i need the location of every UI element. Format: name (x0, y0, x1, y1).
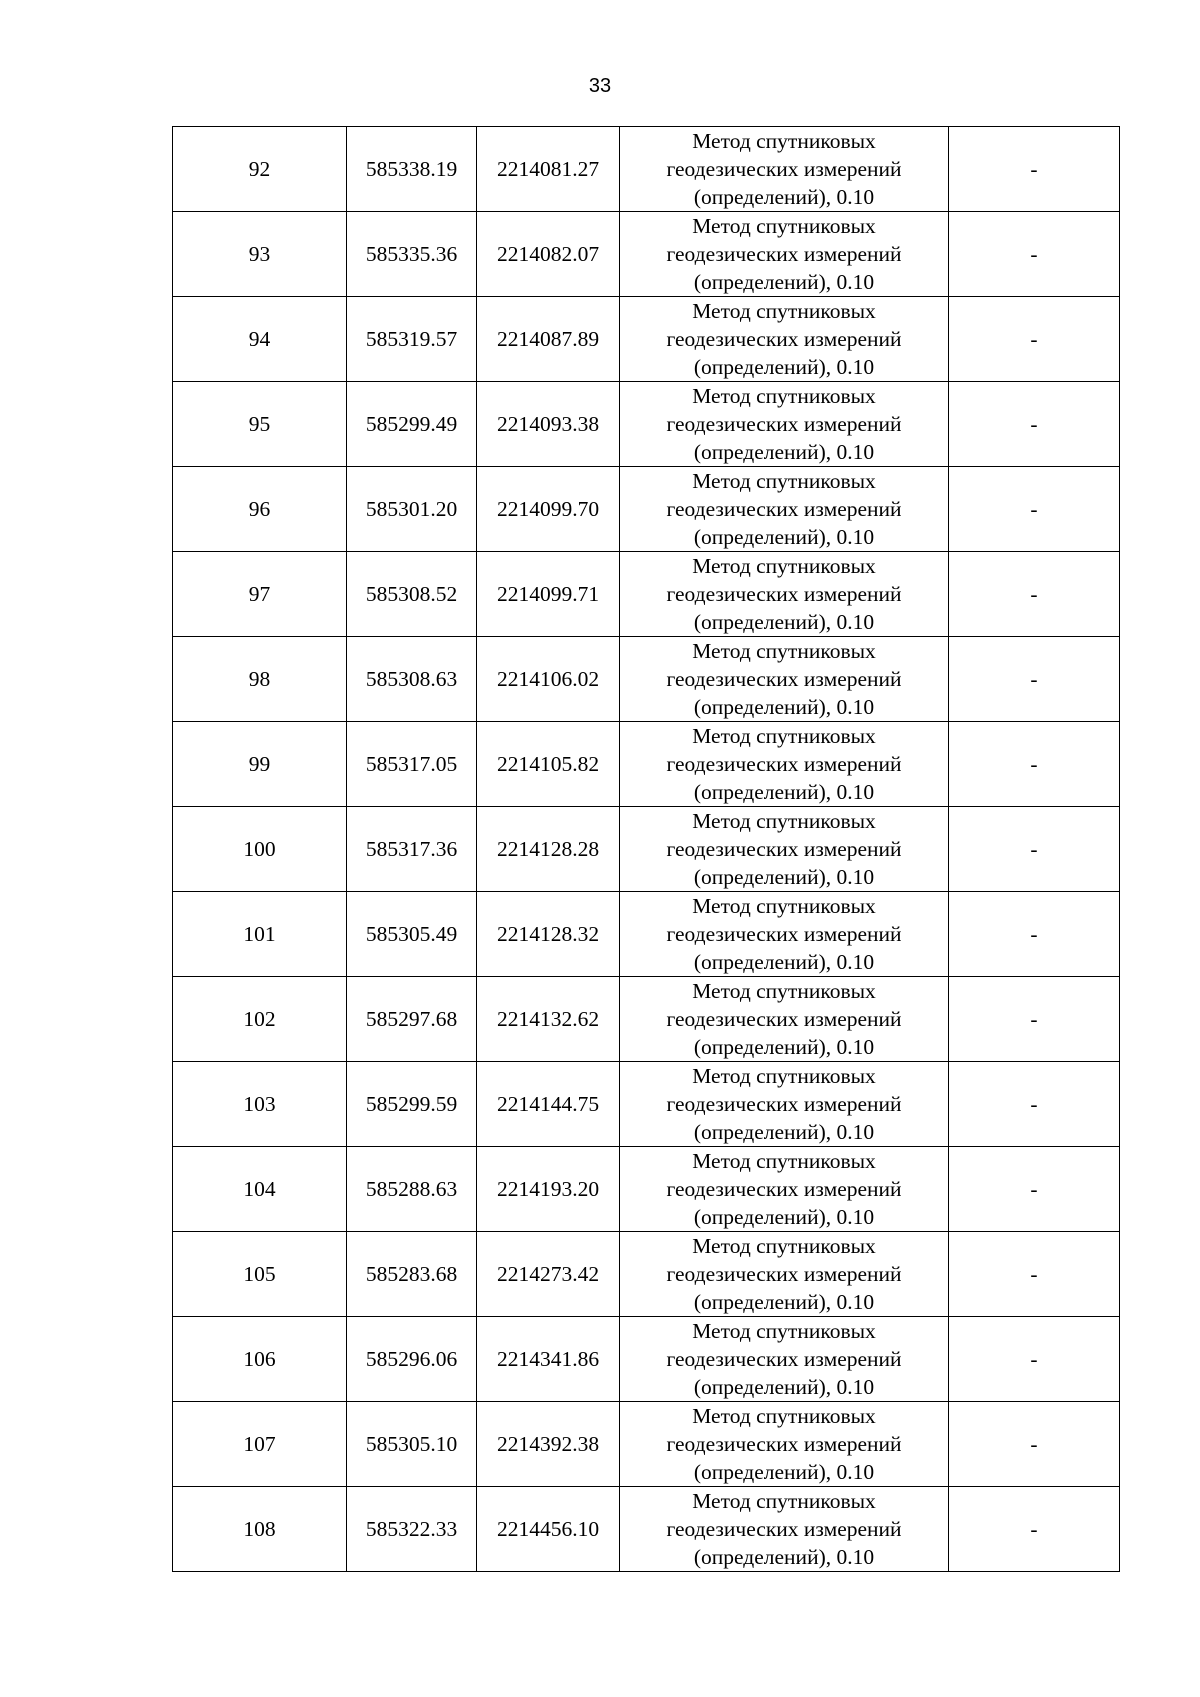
x-coordinate-cell: 585338.19 (347, 127, 477, 212)
table-row (173, 1147, 1120, 1232)
y-coordinate-cell: 2214128.28 (477, 807, 620, 892)
note-cell: - (949, 297, 1120, 382)
note-cell: - (949, 1317, 1120, 1402)
note-cell: - (949, 382, 1120, 467)
point-number-cell: 107 (173, 1402, 347, 1487)
note-cell: - (949, 807, 1120, 892)
x-coordinate-cell: 585288.63 (347, 1147, 477, 1232)
y-coordinate-cell: 2214128.32 (477, 892, 620, 977)
table-row (173, 722, 1120, 807)
y-coordinate-cell: 2214099.71 (477, 552, 620, 637)
table-row (173, 807, 1120, 892)
y-coordinate-cell: 2214087.89 (477, 297, 620, 382)
method-cell: Метод спутниковых геодезических измерений (определений), 0.10 (620, 722, 949, 807)
method-cell: Метод спутниковых геодезических измерений (определений), 0.10 (620, 297, 949, 382)
y-coordinate-cell: 2214082.07 (477, 212, 620, 297)
x-coordinate-cell: 585317.36 (347, 807, 477, 892)
method-cell: Метод спутниковых геодезических измерений (определений), 0.10 (620, 1402, 949, 1487)
note-cell: - (949, 467, 1120, 552)
table-row (173, 297, 1120, 382)
table-row (173, 552, 1120, 637)
x-coordinate-cell: 585308.63 (347, 637, 477, 722)
y-coordinate-cell: 2214273.42 (477, 1232, 620, 1317)
point-number-cell: 97 (173, 552, 347, 637)
y-coordinate-cell: 2214193.20 (477, 1147, 620, 1232)
point-number-cell: 98 (173, 637, 347, 722)
x-coordinate-cell: 585335.36 (347, 212, 477, 297)
x-coordinate-cell: 585308.52 (347, 552, 477, 637)
note-cell: - (949, 637, 1120, 722)
note-cell: - (949, 892, 1120, 977)
method-cell: Метод спутниковых геодезических измерений (определений), 0.10 (620, 127, 949, 212)
x-coordinate-cell: 585297.68 (347, 977, 477, 1062)
note-cell: - (949, 1487, 1120, 1572)
y-coordinate-cell: 2214392.38 (477, 1402, 620, 1487)
x-coordinate-cell: 585305.49 (347, 892, 477, 977)
note-cell: - (949, 1232, 1120, 1317)
table-body (173, 127, 1120, 1572)
point-number-cell: 100 (173, 807, 347, 892)
y-coordinate-cell: 2214099.70 (477, 467, 620, 552)
point-number-cell: 93 (173, 212, 347, 297)
y-coordinate-cell: 2214093.38 (477, 382, 620, 467)
table-row (173, 127, 1120, 212)
note-cell: - (949, 1147, 1120, 1232)
point-number-cell: 101 (173, 892, 347, 977)
table-row (173, 382, 1120, 467)
y-coordinate-cell: 2214132.62 (477, 977, 620, 1062)
method-cell: Метод спутниковых геодезических измерений (определений), 0.10 (620, 552, 949, 637)
method-cell: Метод спутниковых геодезических измерений (определений), 0.10 (620, 977, 949, 1062)
point-number-cell: 105 (173, 1232, 347, 1317)
x-coordinate-cell: 585296.06 (347, 1317, 477, 1402)
point-number-cell: 94 (173, 297, 347, 382)
y-coordinate-cell: 2214341.86 (477, 1317, 620, 1402)
y-coordinate-cell: 2214106.02 (477, 637, 620, 722)
table-row (173, 1487, 1120, 1572)
method-cell: Метод спутниковых геодезических измерений (определений), 0.10 (620, 1062, 949, 1147)
table-row (173, 1317, 1120, 1402)
method-cell: Метод спутниковых геодезических измерений (определений), 0.10 (620, 637, 949, 722)
x-coordinate-cell: 585319.57 (347, 297, 477, 382)
method-cell: Метод спутниковых геодезических измерений (определений), 0.10 (620, 1487, 949, 1572)
point-number-cell: 108 (173, 1487, 347, 1572)
x-coordinate-cell: 585283.68 (347, 1232, 477, 1317)
x-coordinate-cell: 585305.10 (347, 1402, 477, 1487)
table-row (173, 212, 1120, 297)
y-coordinate-cell: 2214081.27 (477, 127, 620, 212)
note-cell: - (949, 722, 1120, 807)
x-coordinate-cell: 585317.05 (347, 722, 477, 807)
note-cell: - (949, 552, 1120, 637)
point-number-cell: 104 (173, 1147, 347, 1232)
point-number-cell: 92 (173, 127, 347, 212)
point-number-cell: 103 (173, 1062, 347, 1147)
y-coordinate-cell: 2214456.10 (477, 1487, 620, 1572)
coordinates-table (172, 126, 1120, 1572)
y-coordinate-cell: 2214144.75 (477, 1062, 620, 1147)
method-cell: Метод спутниковых геодезических измерений (определений), 0.10 (620, 1232, 949, 1317)
table-row (173, 892, 1120, 977)
y-coordinate-cell: 2214105.82 (477, 722, 620, 807)
x-coordinate-cell: 585322.33 (347, 1487, 477, 1572)
table-row (173, 1232, 1120, 1317)
note-cell: - (949, 1402, 1120, 1487)
method-cell: Метод спутниковых геодезических измерений (определений), 0.10 (620, 807, 949, 892)
note-cell: - (949, 977, 1120, 1062)
point-number-cell: 99 (173, 722, 347, 807)
table-row (173, 1402, 1120, 1487)
point-number-cell: 106 (173, 1317, 347, 1402)
point-number-cell: 102 (173, 977, 347, 1062)
note-cell: - (949, 1062, 1120, 1147)
table-row (173, 977, 1120, 1062)
method-cell: Метод спутниковых геодезических измерений (определений), 0.10 (620, 892, 949, 977)
note-cell: - (949, 127, 1120, 212)
method-cell: Метод спутниковых геодезических измерений (определений), 0.10 (620, 212, 949, 297)
x-coordinate-cell: 585299.49 (347, 382, 477, 467)
table-row (173, 1062, 1120, 1147)
note-cell: - (949, 212, 1120, 297)
method-cell: Метод спутниковых геодезических измерений (определений), 0.10 (620, 1317, 949, 1402)
table-row (173, 467, 1120, 552)
method-cell: Метод спутниковых геодезических измерений (определений), 0.10 (620, 1147, 949, 1232)
method-cell: Метод спутниковых геодезических измерений (определений), 0.10 (620, 467, 949, 552)
x-coordinate-cell: 585301.20 (347, 467, 477, 552)
method-cell: Метод спутниковых геодезических измерений (определений), 0.10 (620, 382, 949, 467)
point-number-cell: 95 (173, 382, 347, 467)
table-row (173, 637, 1120, 722)
point-number-cell: 96 (173, 467, 347, 552)
page-number: 33 (588, 75, 612, 97)
x-coordinate-cell: 585299.59 (347, 1062, 477, 1147)
